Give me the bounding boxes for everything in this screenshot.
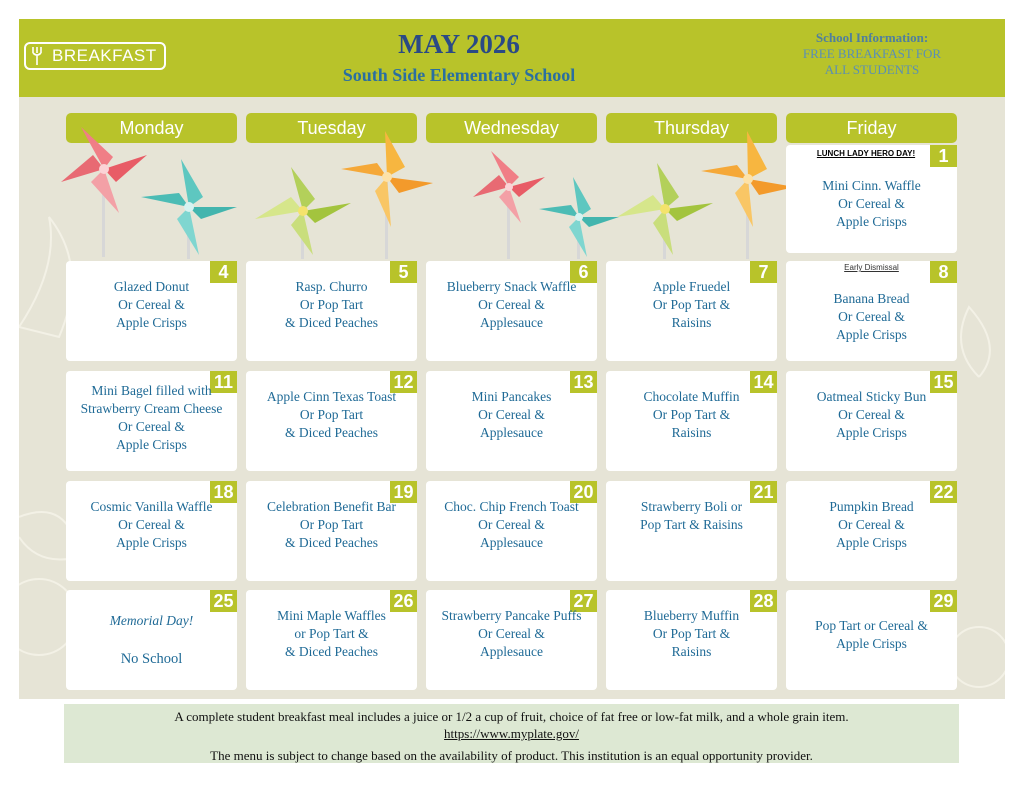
menu-line: Apple Fruedel bbox=[652, 279, 731, 294]
day-number-badge: 4 bbox=[210, 261, 237, 283]
menu-items bbox=[426, 498, 597, 552]
calendar-day-cell bbox=[426, 261, 597, 361]
menu-line: Raisins bbox=[671, 644, 712, 659]
menu-line: Banana Bread bbox=[833, 291, 910, 306]
day-number-badge: 15 bbox=[930, 371, 957, 393]
calendar-frame bbox=[19, 19, 1005, 699]
menu-line: Blueberry Snack Waffle bbox=[446, 279, 577, 294]
menu-line: Apple Crisps bbox=[116, 315, 187, 330]
menu-items bbox=[246, 388, 417, 442]
menu-line: Pop Tart or Cereal & bbox=[815, 618, 928, 633]
calendar-day-cell bbox=[786, 481, 957, 581]
calendar-day-cell bbox=[66, 590, 237, 690]
menu-line: Choc. Chip French Toast bbox=[444, 499, 579, 514]
menu-line: Raisins bbox=[671, 315, 712, 330]
menu-line: Or Cereal & bbox=[478, 517, 545, 532]
day-number-badge: 22 bbox=[930, 481, 957, 503]
menu-line: Or Cereal & bbox=[118, 297, 185, 312]
menu-items bbox=[606, 498, 777, 534]
fork-icon bbox=[26, 44, 48, 68]
menu-line: Apple Crisps bbox=[116, 437, 187, 452]
school-info bbox=[779, 30, 965, 78]
menu-line: No School bbox=[120, 651, 183, 667]
day-number-badge: 5 bbox=[390, 261, 417, 283]
menu-items bbox=[786, 388, 957, 442]
menu-items bbox=[786, 617, 957, 653]
header-bar bbox=[19, 19, 1005, 97]
day-header-tuesday: Tuesday bbox=[246, 113, 417, 143]
day-header-friday: Friday bbox=[786, 113, 957, 143]
menu-items bbox=[426, 388, 597, 442]
menu-line: Chocolate Muffin bbox=[643, 389, 740, 404]
calendar-day-cell bbox=[786, 371, 957, 471]
menu-line: Oatmeal Sticky Bun bbox=[816, 389, 927, 404]
day-number-badge: 28 bbox=[750, 590, 777, 612]
day-number-badge: 1 bbox=[930, 145, 957, 167]
info-line: ALL STUDENTS bbox=[824, 62, 920, 77]
calendar-day-cell bbox=[246, 261, 417, 361]
menu-line: Apple Crisps bbox=[836, 425, 907, 440]
calendar-day-cell bbox=[426, 371, 597, 471]
menu-line: Celebration Benefit Bar bbox=[267, 499, 396, 514]
day-number-badge: 26 bbox=[390, 590, 417, 612]
menu-items bbox=[606, 607, 777, 661]
day-number-badge: 19 bbox=[390, 481, 417, 503]
menu-line: Or Pop Tart & bbox=[652, 297, 731, 312]
menu-line: or Pop Tart & bbox=[294, 626, 369, 641]
menu-line: Or Pop Tart bbox=[299, 297, 364, 312]
day-number-badge: 14 bbox=[750, 371, 777, 393]
event-note: LUNCH LADY HERO DAY! bbox=[816, 149, 916, 158]
menu-line: Strawberry Cream Cheese bbox=[80, 401, 223, 416]
menu-line: Applesauce bbox=[480, 644, 543, 659]
menu-line: Or Cereal & bbox=[838, 196, 905, 211]
menu-items bbox=[606, 278, 777, 332]
menu-items bbox=[786, 177, 957, 231]
calendar-day-cell bbox=[606, 261, 777, 361]
pinwheel-icon bbox=[61, 127, 147, 257]
calendar-day-cell bbox=[246, 590, 417, 690]
menu-line: Apple Crisps bbox=[836, 636, 907, 651]
menu-line: Applesauce bbox=[480, 315, 543, 330]
menu-line: Glazed Donut bbox=[113, 279, 190, 294]
calendar-day-cell bbox=[66, 481, 237, 581]
menu-line: Apple Crisps bbox=[116, 535, 187, 550]
breakfast-logo bbox=[24, 42, 166, 70]
menu-line: & Diced Peaches bbox=[285, 535, 378, 550]
calendar-day-cell bbox=[426, 590, 597, 690]
day-number-badge: 27 bbox=[570, 590, 597, 612]
menu-line: Rasp. Churro bbox=[295, 279, 368, 294]
menu-line: & Diced Peaches bbox=[285, 315, 378, 330]
myplate-link[interactable]: https://www.myplate.gov/ bbox=[444, 726, 579, 741]
menu-line: Raisins bbox=[671, 425, 712, 440]
pinwheel-icon bbox=[341, 131, 433, 259]
calendar-day-cell bbox=[606, 371, 777, 471]
menu-line: Or Cereal & bbox=[838, 407, 905, 422]
footer-disclaimer: The menu is subject to change based on the availability of product. This institution is an equal opportunity provider. bbox=[210, 748, 813, 763]
menu-line: Mini Cinn. Waffle bbox=[822, 178, 921, 193]
menu-line: Or Pop Tart & bbox=[652, 626, 731, 641]
calendar-day-cell bbox=[606, 481, 777, 581]
calendar-day-cell bbox=[606, 590, 777, 690]
day-number-badge: 13 bbox=[570, 371, 597, 393]
calendar-day-cell bbox=[426, 481, 597, 581]
menu-items bbox=[786, 290, 957, 344]
menu-line: Or Pop Tart bbox=[299, 407, 364, 422]
menu-line: Strawberry Pancake Puffs bbox=[441, 608, 582, 623]
footer-meal-info: A complete student breakfast meal includes a juice or 1/2 a cup of fruit, choice of fat free or low-fat milk, and a whole grain item. bbox=[174, 709, 849, 724]
menu-items bbox=[66, 382, 237, 454]
day-header-thursday: Thursday bbox=[606, 113, 777, 143]
day-number-badge: 29 bbox=[930, 590, 957, 612]
menu-line: Or Cereal & bbox=[838, 517, 905, 532]
day-number-badge: 8 bbox=[930, 261, 957, 283]
menu-items bbox=[66, 612, 237, 668]
menu-line: Or Cereal & bbox=[118, 419, 185, 434]
day-number-badge: 20 bbox=[570, 481, 597, 503]
menu-line: Pumpkin Bread bbox=[829, 499, 914, 514]
calendar-day-cell bbox=[246, 371, 417, 471]
menu-line: Or Cereal & bbox=[478, 626, 545, 641]
menu-items bbox=[606, 388, 777, 442]
day-number-badge: 12 bbox=[390, 371, 417, 393]
menu-line: Strawberry Boli or bbox=[640, 499, 743, 514]
day-number-badge: 11 bbox=[210, 371, 237, 393]
menu-items bbox=[786, 498, 957, 552]
day-number-badge: 21 bbox=[750, 481, 777, 503]
pinwheel-icon bbox=[701, 131, 795, 259]
calendar-day-cell bbox=[66, 371, 237, 471]
calendar-day-cell bbox=[786, 145, 957, 253]
menu-line: & Diced Peaches bbox=[285, 425, 378, 440]
menu-line: Cosmic Vanilla Waffle bbox=[90, 499, 213, 514]
logo-label: BREAKFAST bbox=[52, 46, 157, 65]
info-line: FREE BREAKFAST FOR bbox=[802, 46, 942, 61]
day-number-badge: 18 bbox=[210, 481, 237, 503]
menu-line: Or Pop Tart bbox=[299, 517, 364, 532]
event-note: Early Dismissal bbox=[844, 263, 899, 272]
info-heading: School Information: bbox=[815, 30, 929, 45]
pinwheel-icon bbox=[617, 163, 713, 259]
menu-line: Mini Bagel filled with bbox=[91, 383, 212, 398]
holiday-label: Memorial Day! bbox=[109, 613, 194, 628]
menu-line: Or Cereal & bbox=[478, 297, 545, 312]
pinwheel-icon bbox=[473, 151, 545, 259]
menu-items bbox=[66, 278, 237, 332]
menu-items bbox=[66, 498, 237, 552]
school-name: South Side Elementary School bbox=[342, 65, 576, 85]
menu-line: Or Pop Tart & bbox=[652, 407, 731, 422]
day-number-badge: 7 bbox=[750, 261, 777, 283]
day-header-wednesday: Wednesday bbox=[426, 113, 597, 143]
menu-line: Or Cereal & bbox=[478, 407, 545, 422]
menu-line: Blueberry Muffin bbox=[643, 608, 740, 623]
day-number-badge: 6 bbox=[570, 261, 597, 283]
menu-line: Applesauce bbox=[480, 535, 543, 550]
menu-line: Pop Tart & Raisins bbox=[640, 517, 743, 532]
calendar-day-cell bbox=[246, 481, 417, 581]
calendar-day-cell bbox=[66, 261, 237, 361]
menu-line: Mini Pancakes bbox=[471, 389, 552, 404]
menu-line: Apple Crisps bbox=[836, 327, 907, 342]
menu-items bbox=[246, 607, 417, 661]
pinwheel-icon bbox=[255, 167, 351, 259]
menu-line: & Diced Peaches bbox=[285, 644, 378, 659]
menu-line: Apple Crisps bbox=[836, 535, 907, 550]
calendar-day-cell bbox=[786, 261, 957, 361]
day-header-monday: Monday bbox=[66, 113, 237, 143]
menu-line: Applesauce bbox=[480, 425, 543, 440]
footer-notice bbox=[64, 704, 959, 763]
pinwheel-icon bbox=[539, 177, 619, 259]
day-number-badge: 25 bbox=[210, 590, 237, 612]
calendar-day-cell bbox=[786, 590, 957, 690]
menu-items bbox=[426, 607, 597, 661]
menu-line: Apple Cinn Texas Toast bbox=[266, 389, 397, 404]
menu-items bbox=[246, 498, 417, 552]
menu-line: Or Cereal & bbox=[118, 517, 185, 532]
pinwheel-icon bbox=[141, 159, 237, 259]
page-title: MAY 2026 bbox=[398, 29, 520, 59]
menu-items bbox=[246, 278, 417, 332]
menu-line: Or Cereal & bbox=[838, 309, 905, 324]
menu-line: Apple Crisps bbox=[836, 214, 907, 229]
menu-items bbox=[426, 278, 597, 332]
menu-line: Mini Maple Waffles bbox=[277, 608, 386, 623]
